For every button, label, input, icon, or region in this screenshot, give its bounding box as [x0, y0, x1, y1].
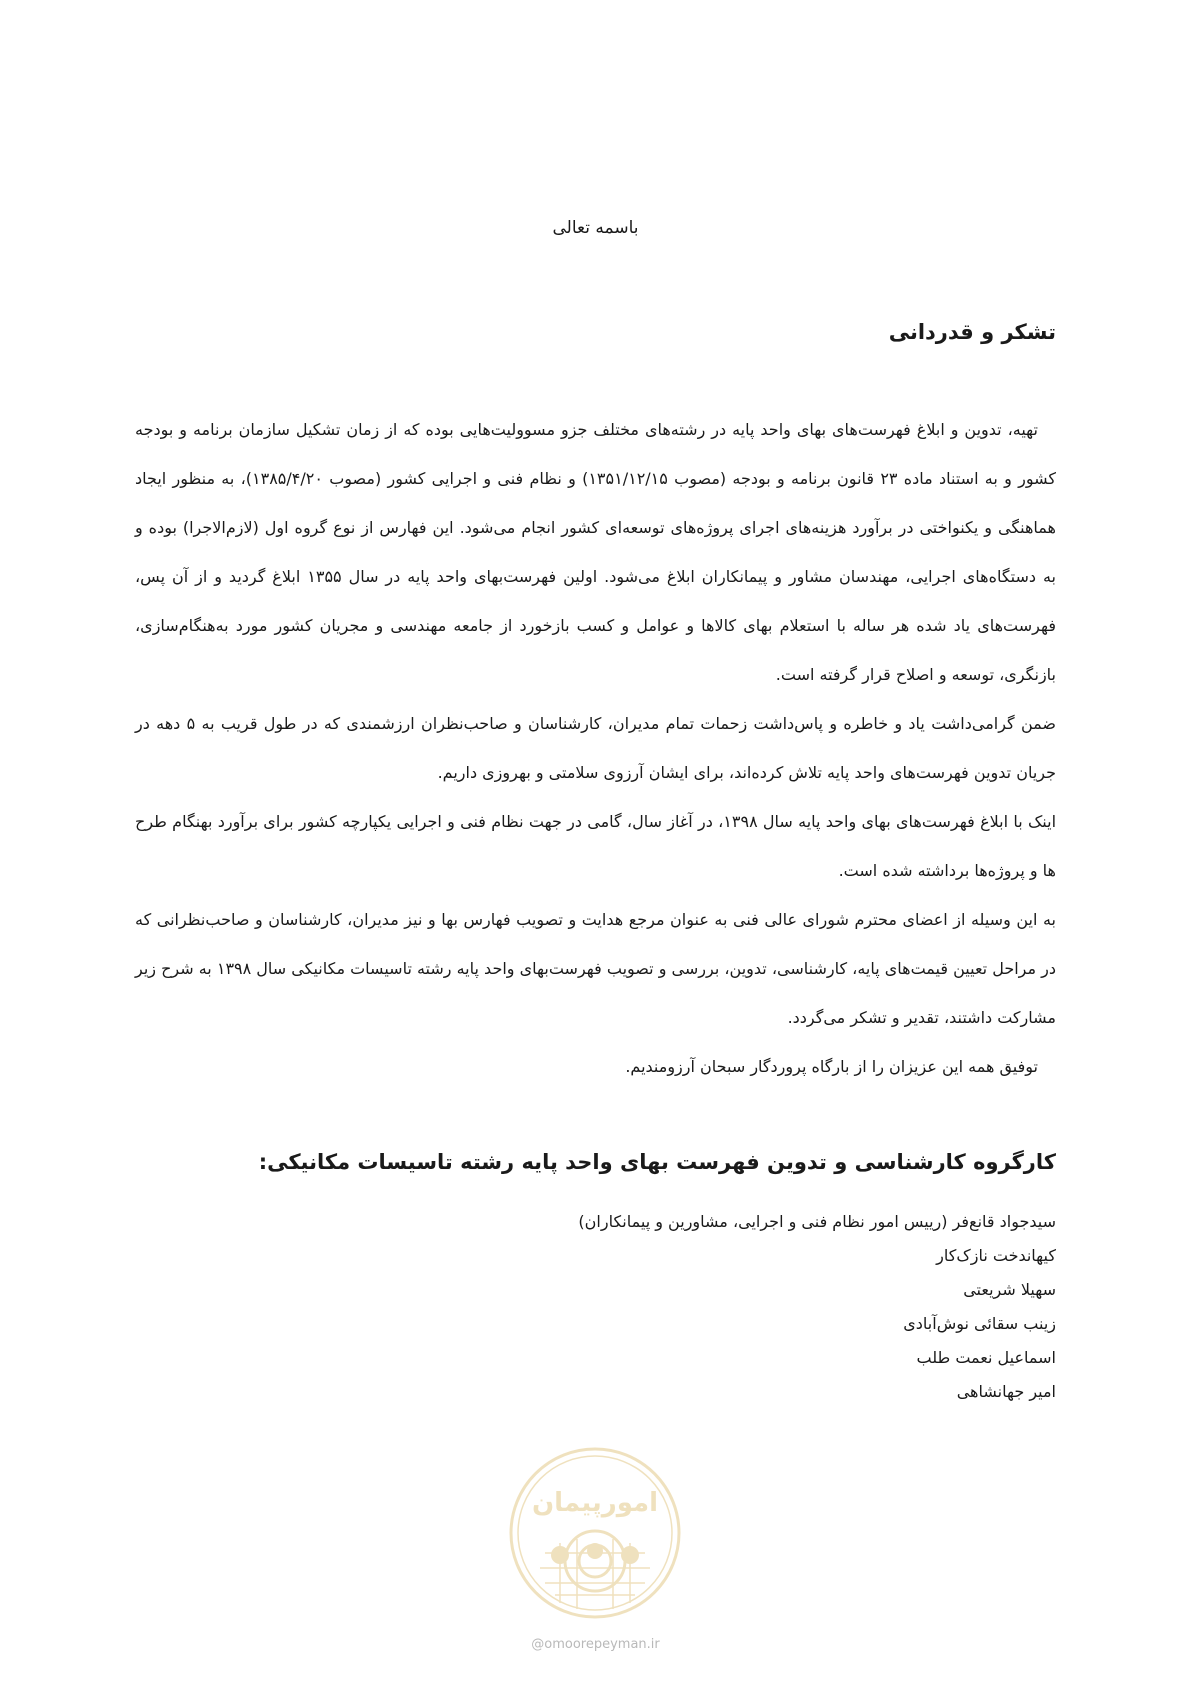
member-3: سهیلا شریعتی	[963, 1280, 1056, 1299]
committee-title: کارگروه کارشناسی و تدوین فهرست بهای واحد پایه رشته تاسیسات مکانیکی:	[258, 1150, 1056, 1174]
paragraph-4: به این وسیله از اعضای محترم شورای عالی فنی به عنوان مرجع هدایت و تصویب فهارس بها و نیز مدیران، کارشناسان و صاحب‌نظرانی که در مراحل تعیین قیمت‌های پایه، کارشناسی، تدوین، بررسی و تصویب فهرست‌بهای واحد پایه رشته تاسیسات مکانیکی سال ۱۳۹۸ به شرح زیر مشارکت داشتند، تقدیر و تشکر می‌گردد.	[134, 910, 1056, 1027]
paragraph-5: توفیق همه این عزیزان را از بارگاه پروردگار سبحان آرزومندیم.	[625, 1057, 1038, 1076]
member-1: سیدجواد قانع‌فر (رییس امور نظام فنی و اجرایی، مشاورین و پیمانکاران)	[578, 1212, 1056, 1231]
page-title: تشکر و قدردانی	[888, 320, 1056, 344]
basmala: باسمه تعالی	[552, 218, 639, 238]
member-4: زینب سقائی نوش‌آبادی	[903, 1314, 1056, 1333]
paragraph-1: تهیه، تدوین و ابلاغ فهرست‌های بهای واحد پایه در رشته‌های مختلف جزو مسوولیت‌هایی بوده که از زمان تشکیل سازمان برنامه و بودجه کشور و به استناد ماده ۲۳ قانون برنامه و بودجه (مصوب ۱۳۵۱/۱۲/۱۵) و نظام فنی و اجرایی کشور (مصوب ۱۳۸۵/۴/۲۰)، به منظور ایجاد هماهنگی و یکنواختی در برآورد هزینه‌های اجرای پروژه‌های توسعه‌ای کشور انجام می‌شود. این فهارس از نوع گروه اول (لازم‌الاجرا) بوده و به دستگاه‌های اجرایی، مهندسان مشاور و پیمانکاران ابلاغ می‌شود. اولین فهرست‌بهای واحد پایه در سال ۱۳۵۵ ابلاغ گردید و از آن پس، فهرست‌های یاد شده هر ساله با استعلام بهای کالاها و عوامل و کسب بازخورد از جامعه مهندسی و مجریان کشور مورد به‌هنگام‌سازی، بازنگری، توسعه و اصلاح قرار گرفته است.	[135, 420, 1057, 684]
paragraph-3: اینک با ابلاغ فهرست‌های بهای واحد پایه سال ۱۳۹۸، در آغاز سال، گامی در جهت نظام فنی و اجرایی یکپارچه کشور برای برآورد بهنگام طرح ها و پروژه‌ها برداشته شده است.	[135, 812, 1057, 880]
committee-members-list	[135, 1205, 1056, 1409]
paragraph-2: ضمن گرامی‌داشت یاد و خاطره و پاس‌داشت زحمات تمام مدیران، کارشناسان و صاحب‌نظران ارزشمندی که در طول قریب به ۵ دهه در جریان تدوین فهرست‌های واحد پایه تلاش کرده‌اند، برای ایشان آرزوی سلامتی و بهروزی داریم.	[135, 714, 1056, 782]
member-5: اسماعیل نعمت طلب	[916, 1348, 1056, 1367]
watermark-url: @omoorepeyman.ir	[531, 1637, 660, 1652]
watermark-logo-text: امورپیمان	[531, 1488, 659, 1518]
watermark-logo-icon	[505, 1443, 685, 1623]
member-2: کیهاندخت نازک‌کار	[936, 1246, 1056, 1265]
member-6: امیر جهانشاهی	[956, 1382, 1056, 1401]
acknowledgement-body	[135, 405, 1056, 1091]
